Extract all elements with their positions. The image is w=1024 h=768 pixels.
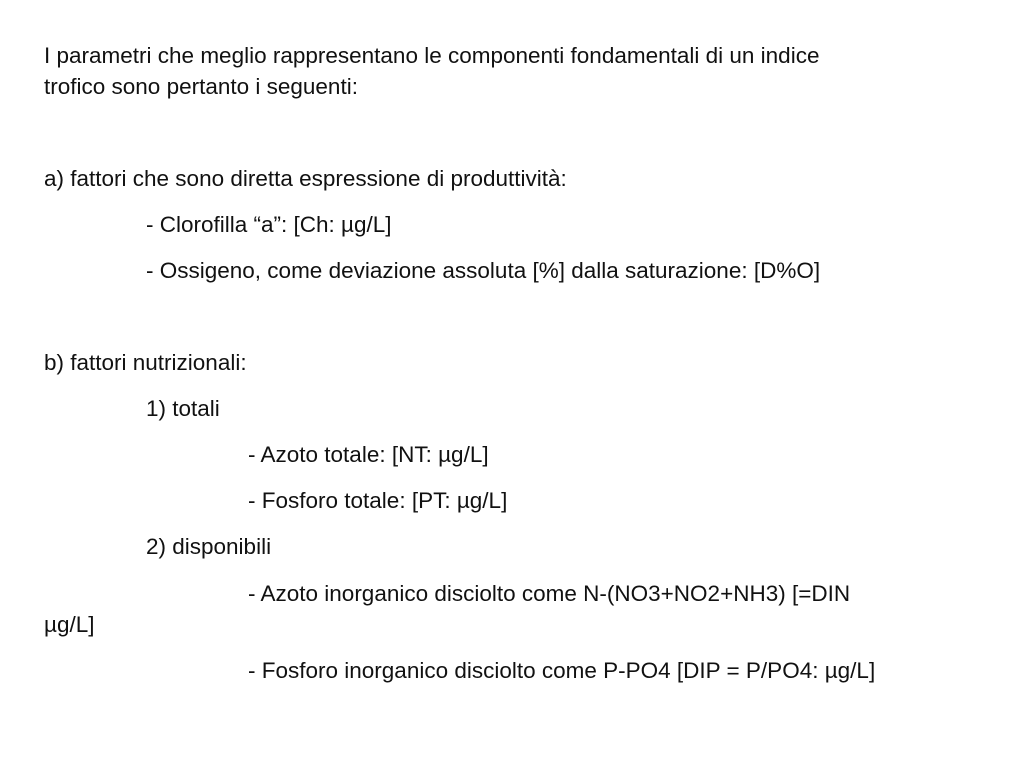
group-1-item-total-nitrogen: - Azoto totale: [NT: µg/L]: [248, 442, 489, 467]
section-a-heading: a) fattori che sono diretta espressione di produttività:: [44, 166, 567, 191]
intro-text-line-1: I parametri che meglio rappresentano le componenti fondamentali di un indice: [44, 43, 820, 68]
section-b-heading: b) fattori nutrizionali:: [44, 350, 247, 375]
group-2-item-din-line-2: µg/L]: [44, 612, 95, 637]
group-1-heading: 1) totali: [146, 396, 220, 421]
section-a-item-chlorophyll: - Clorofilla “a”: [Ch: µg/L]: [146, 212, 392, 237]
group-2-heading: 2) disponibili: [146, 534, 272, 559]
section-a-item-oxygen: - Ossigeno, come deviazione assoluta [%] dalla saturazione: [D%O]: [146, 258, 821, 283]
intro-text-line-2: trofico sono pertanto i seguenti:: [44, 74, 358, 99]
group-2-item-dip: - Fosforo inorganico disciolto come P-PO4 [DIP = P/PO4: µg/L]: [248, 658, 876, 683]
group-1-item-total-phosphorus: - Fosforo totale: [PT: µg/L]: [248, 488, 508, 513]
group-2-item-din-line-1: - Azoto inorganico disciolto come N-(NO3+NO2+NH3) [=DIN: [248, 581, 851, 606]
